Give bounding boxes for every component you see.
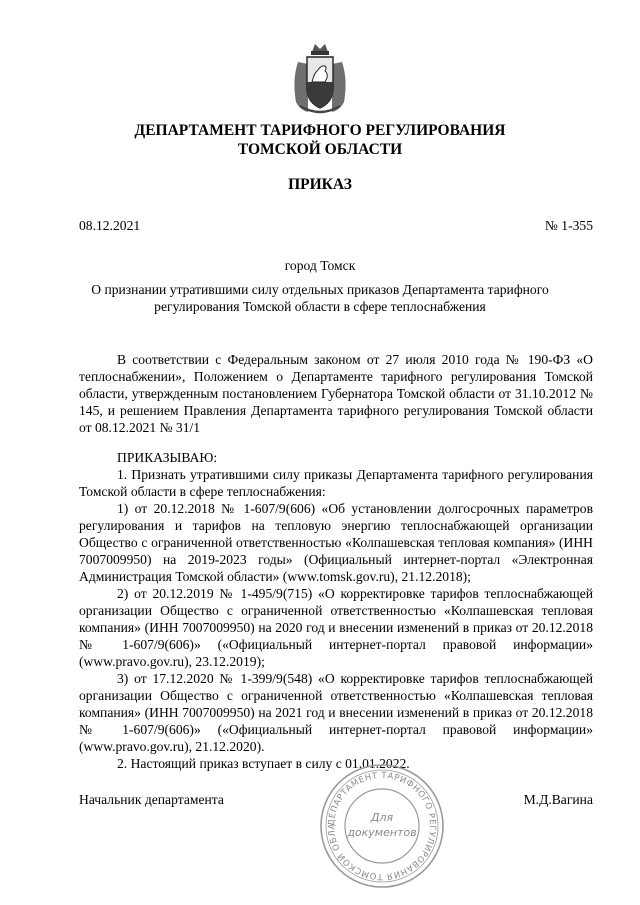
order-number: № 1-355 <box>544 218 593 233</box>
order-subject-line-2: регулирования Томской области в сфере теплоснабжения <box>154 299 486 314</box>
preamble-text: В соответствии с Федеральным законом от 27 июля 2010 года № 190-ФЗ «О теплоснабжении», Положением о Департаменте тарифного регулирования Томской области, утвержденным постановлением Губернатора Томской области от 31.10.2012 № 145, и решением Правления Департамента тарифного регулирования Томской области от 08.12.2021 № 31/1 <box>79 352 593 435</box>
order-subitem-3: 3) от 17.12.2020 № 1-399/9(548) «О корректировке тарифов теплоснабжающей организации Общество с ограниченной ответственностью «Колпашевская тепловая компания» (ИНН 7007009950) на 2021 год и внесении изменений в приказ от 20.12.2018 № 1-607/9(606)» («Официальный интернет-портал правовой информации» (www.pravo.gov.ru), 21.12.2020). <box>79 671 593 754</box>
order-date: 08.12.2021 <box>79 218 141 233</box>
order-subitem-1: 1) от 20.12.2018 № 1-607/9(606) «Об установлении долгосрочных параметров регулирования и тарифов на тепловую энергию теплоснабжающей организации Общество с ограниченной ответственностью «Колпашевская тепловая компания» (ИНН 7007009950) на 2019-2023 годы» (Официальный интернет-портал «Электронная Администрация Томской области» (www.tomsk.gov.ru), 21.12.2018); <box>79 501 593 584</box>
seal-ring-text: ДЕПАРТАМЕНТ ТАРИФНОГО РЕГУЛИРОВАНИЯ ТОМСКОЙ ОБЛА <box>326 770 438 882</box>
signatory-position: Начальник департамента <box>79 792 224 807</box>
coat-of-arms-icon <box>290 40 350 116</box>
seal-center-line-2: документов <box>347 826 417 839</box>
seal-center-line-1: Для <box>370 811 394 824</box>
department-title: ДЕПАРТАМЕНТ ТАРИФНОГО РЕГУЛИРОВАНИЯ <box>134 122 506 139</box>
order-city: город Томск <box>284 258 356 273</box>
order-word: ПРИКАЗЫВАЮ: <box>117 450 218 465</box>
preamble-block <box>79 351 593 436</box>
order-item-1: 1. Признать утратившими силу приказы Департамента тарифного регулирования Томской области в сфере теплоснабжения: <box>79 467 593 499</box>
order-subject-line-1: О признании утратившими силу отдельных приказов Департамента тарифного <box>91 282 549 297</box>
order-item-2: 2. Настоящий приказ вступает в силу с 01.01.2022. <box>117 756 410 771</box>
official-seal-icon <box>318 762 446 890</box>
order-subitem-2: 2) от 20.12.2019 № 1-495/9(715) «О корректировке тарифов теплоснабжающей организации Общество с ограниченной ответственностью «Колпашевская тепловая компания» (ИНН 7007009950) на 2020 год и внесении изменений в приказ от 20.12.2018 № 1-607/9(606)» («Официальный интернет-портал правовой информации» (www.pravo.gov.ru), 23.12.2019); <box>79 586 593 669</box>
order-items <box>79 466 593 772</box>
document-type: ПРИКАЗ <box>288 176 352 193</box>
signatory-name: М.Д.Вагина <box>523 792 593 807</box>
department-region: ТОМСКОЙ ОБЛАСТИ <box>237 141 403 158</box>
